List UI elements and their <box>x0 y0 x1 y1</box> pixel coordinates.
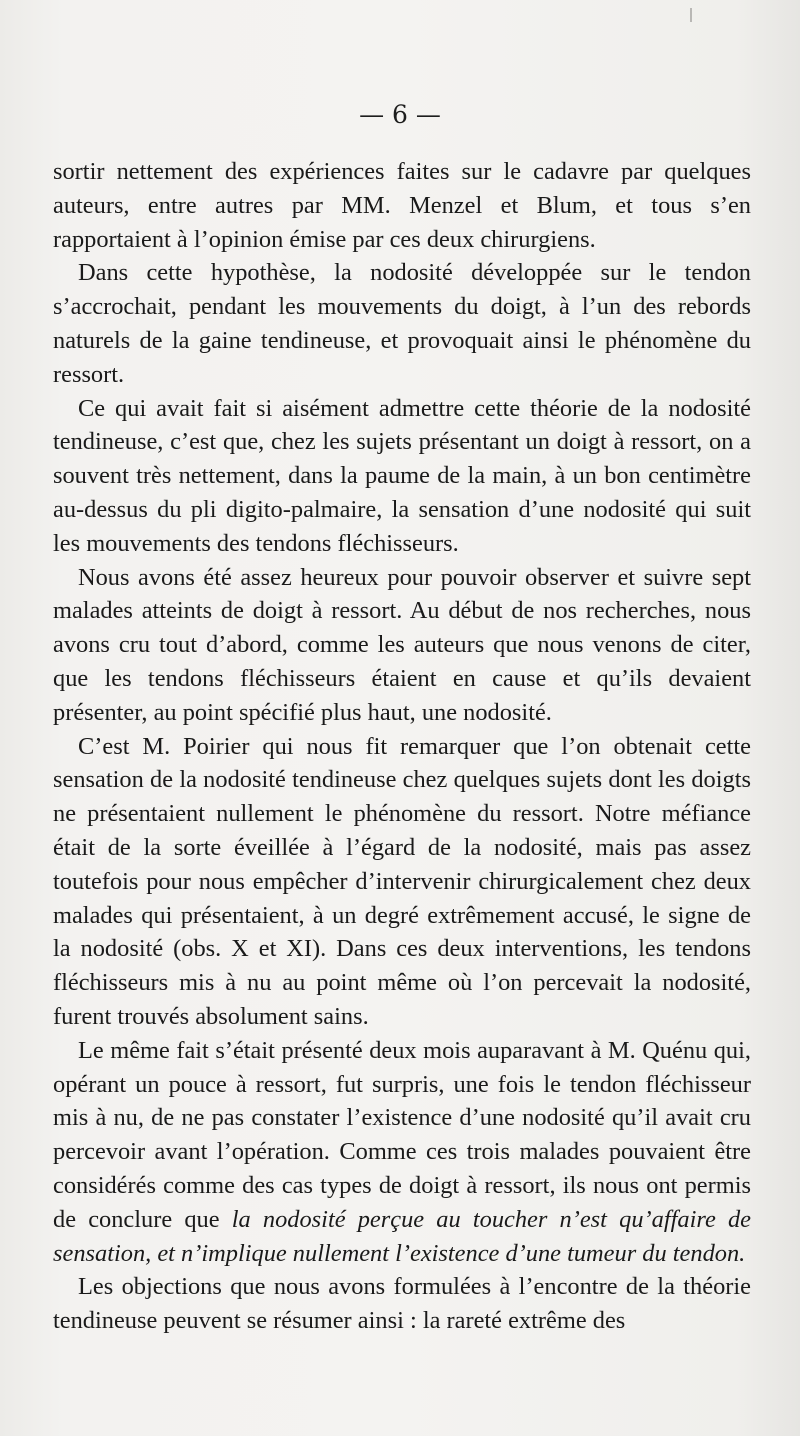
paragraph-text: Le même fait s’était présenté deux mois auparavant à M. Quénu qui, opérant un pouce à ressort, fut surpris, une fois le tendon fléchisseur mis à nu, de ne pas constater l’existence d’une nodosité qu’il avait cru percevoir avant l’opération. Comme ces trois malades pouvaient être considérés comme des cas types de doigt à ressort, ils nous ont permis de conclure que <box>53 1036 751 1233</box>
paragraph-text: Les objections que nous avons formulées à l’encontre de la théorie tendineuse peuvent se résumer ainsi : la rareté extrême des <box>53 1273 751 1335</box>
paragraph-1 <box>53 155 751 256</box>
paragraph-4 <box>53 561 751 730</box>
paragraph-text: Ce qui avait fait si aisément admettre cette théorie de la nodosité tendineuse, c’est que, chez les sujets présentant un doigt à ressort, on a souvent très nettement, dans la paume de la main, à un bon centimètre au-dessus du pli digito-palmaire, la sensation d’une nodosité qui suit les mouvements des tendons fléchisseurs. <box>53 394 751 557</box>
paragraph-text: Dans cette hypothèse, la nodosité développée sur le tendon s’accrochait, pendant les mouvements du doigt, à l’un des rebords naturels de la gaine tendineuse, et provoquait ainsi le phénomène du ressort. <box>53 259 751 388</box>
paragraph-7 <box>53 1270 751 1338</box>
paragraph-text: Nous avons été assez heureux pour pouvoir observer et suivre sept malades atteints de doigt à ressort. Au début de nos recherches, nous avons cru tout d’abord, comme les auteurs que nous venons de citer, que les tendons fléchisseurs étaient en cause et qu’ils devaient présenter, au point spécifié plus haut, une nodosité. <box>53 563 751 726</box>
paragraph-text: sortir nettement des expériences faites sur le cadavre par quelques auteurs, entre autres par MM. Menzel et Blum, et tous s’en rapportaient à l’opinion émise par ces deux chirurgiens. <box>53 158 751 253</box>
italic-conclusion: la nodosité perçue au toucher n’est qu’affaire de sensation, et n’implique nullement l’existence d’une tumeur du tendon. <box>53 1205 751 1267</box>
paragraph-3 <box>53 392 751 561</box>
body-text <box>53 155 751 1338</box>
page-mark <box>690 8 692 22</box>
paragraph-2 <box>53 256 751 391</box>
page-number: — 6 — <box>359 100 441 129</box>
paragraph-5 <box>53 730 751 1034</box>
paragraph-6 <box>53 1034 751 1271</box>
paragraph-text: C’est M. Poirier qui nous fit remarquer que l’on obtenait cette sensation de la nodosité tendineuse chez quelques sujets dont les doigts ne présentaient nullement le phénomène du ressort. Notre méfiance était de la sorte éveillée à l’égard de la nodosité, mais pas assez toutefois pour nous empêcher d’intervenir chirurgicalement chez deux malades qui présentaient, à un degré extrêmement accusé, le signe de la nodosité (obs. X et XI). Dans ces deux interventions, les tendons fléchisseurs mis à nu au point même où l’on percevait la nodosité, furent trouvés absolument sains. <box>53 732 751 1030</box>
